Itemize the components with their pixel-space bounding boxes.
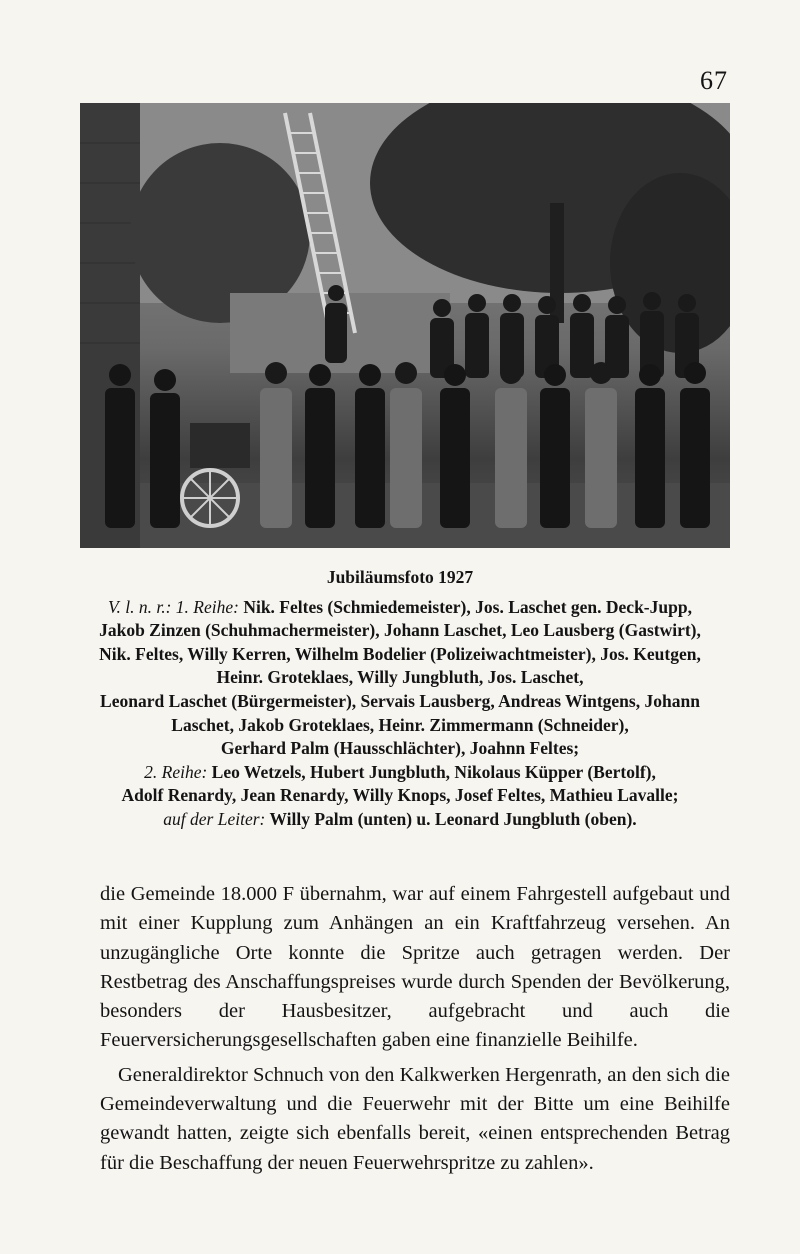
group-photo <box>80 103 730 548</box>
caption-line: Nik. Feltes, Willy Kerren, Wilhelm Bodelier (Polizeiwachtmeister), Jos. Keutgen, <box>99 643 701 664</box>
page-number: 67 <box>700 66 728 95</box>
group-photo-illustration <box>80 103 730 548</box>
paragraph: Generaldirektor Schnuch von den Kalkwerken Hergenrath, an den sich die Gemeindeverwaltung und die Feuerwehr mit der Bitte um eine Beihilfe gewandt hatten, zeigte sich ebenfalls bereit, «einen entsprechenden Betrag für die Beschaffung der neuen Feuerwehrspritze zu zahlen». <box>100 1063 730 1174</box>
caption-line: Leonard Laschet (Bürgermeister), Servais Lausberg, Andreas Wintgens, Johann <box>100 690 700 711</box>
caption-line: Leo Wetzels, Hubert Jungbluth, Nikolaus Küpper (Bertolf), <box>211 761 656 782</box>
paragraph: die Gemeinde 18.000 F übernahm, war auf einem Fahrgestell aufgebaut und mit einer Kupplung zum Anhängen an ein Kraftfahrzeug versehen. An unzugängliche Orte konnte die Spritze auch getragen werden. Der Restbetrag des Anschaffungspreises wurde durch Spenden der Bevölkerung, besonders der Hausbesitzer, aufgebracht und auch die Feuerversicherungsgesellschaften gaben eine finanzielle Beihilfe. <box>100 883 730 1052</box>
caption-line: Laschet, Jakob Groteklaes, Heinr. Zimmermann (Schneider), <box>171 714 629 735</box>
caption-row1-line1 <box>70 596 730 620</box>
caption-title: Jubiläumsfoto 1927 <box>326 567 474 587</box>
photo-caption <box>70 566 730 832</box>
caption-row2-line1 <box>70 761 730 785</box>
caption-row1-label: V. l. n. r.: 1. Reihe: <box>108 596 239 617</box>
caption-line: Willy Palm (unten) u. Leonard Jungbluth (oben). <box>269 808 637 829</box>
caption-ladder-line <box>70 808 730 832</box>
caption-line: Gerhard Palm (Hausschlächter), Joahnn Feltes; <box>220 738 580 759</box>
body-text <box>100 880 730 1178</box>
caption-ladder-label: auf der Leiter: <box>163 808 266 829</box>
caption-row2-label: 2. Reihe: <box>144 761 208 782</box>
caption-line: Nik. Feltes (Schmiedemeister), Jos. Laschet gen. Deck-Jupp, <box>243 596 692 617</box>
caption-line: Jakob Zinzen (Schuhmachermeister), Johann Laschet, Leo Lausberg (Gastwirt), <box>99 620 701 641</box>
caption-line: Adolf Renardy, Jean Renardy, Willy Knops, Josef Feltes, Mathieu Lavalle; <box>121 785 679 806</box>
caption-line: Heinr. Groteklaes, Willy Jungbluth, Jos. Laschet, <box>216 667 584 688</box>
